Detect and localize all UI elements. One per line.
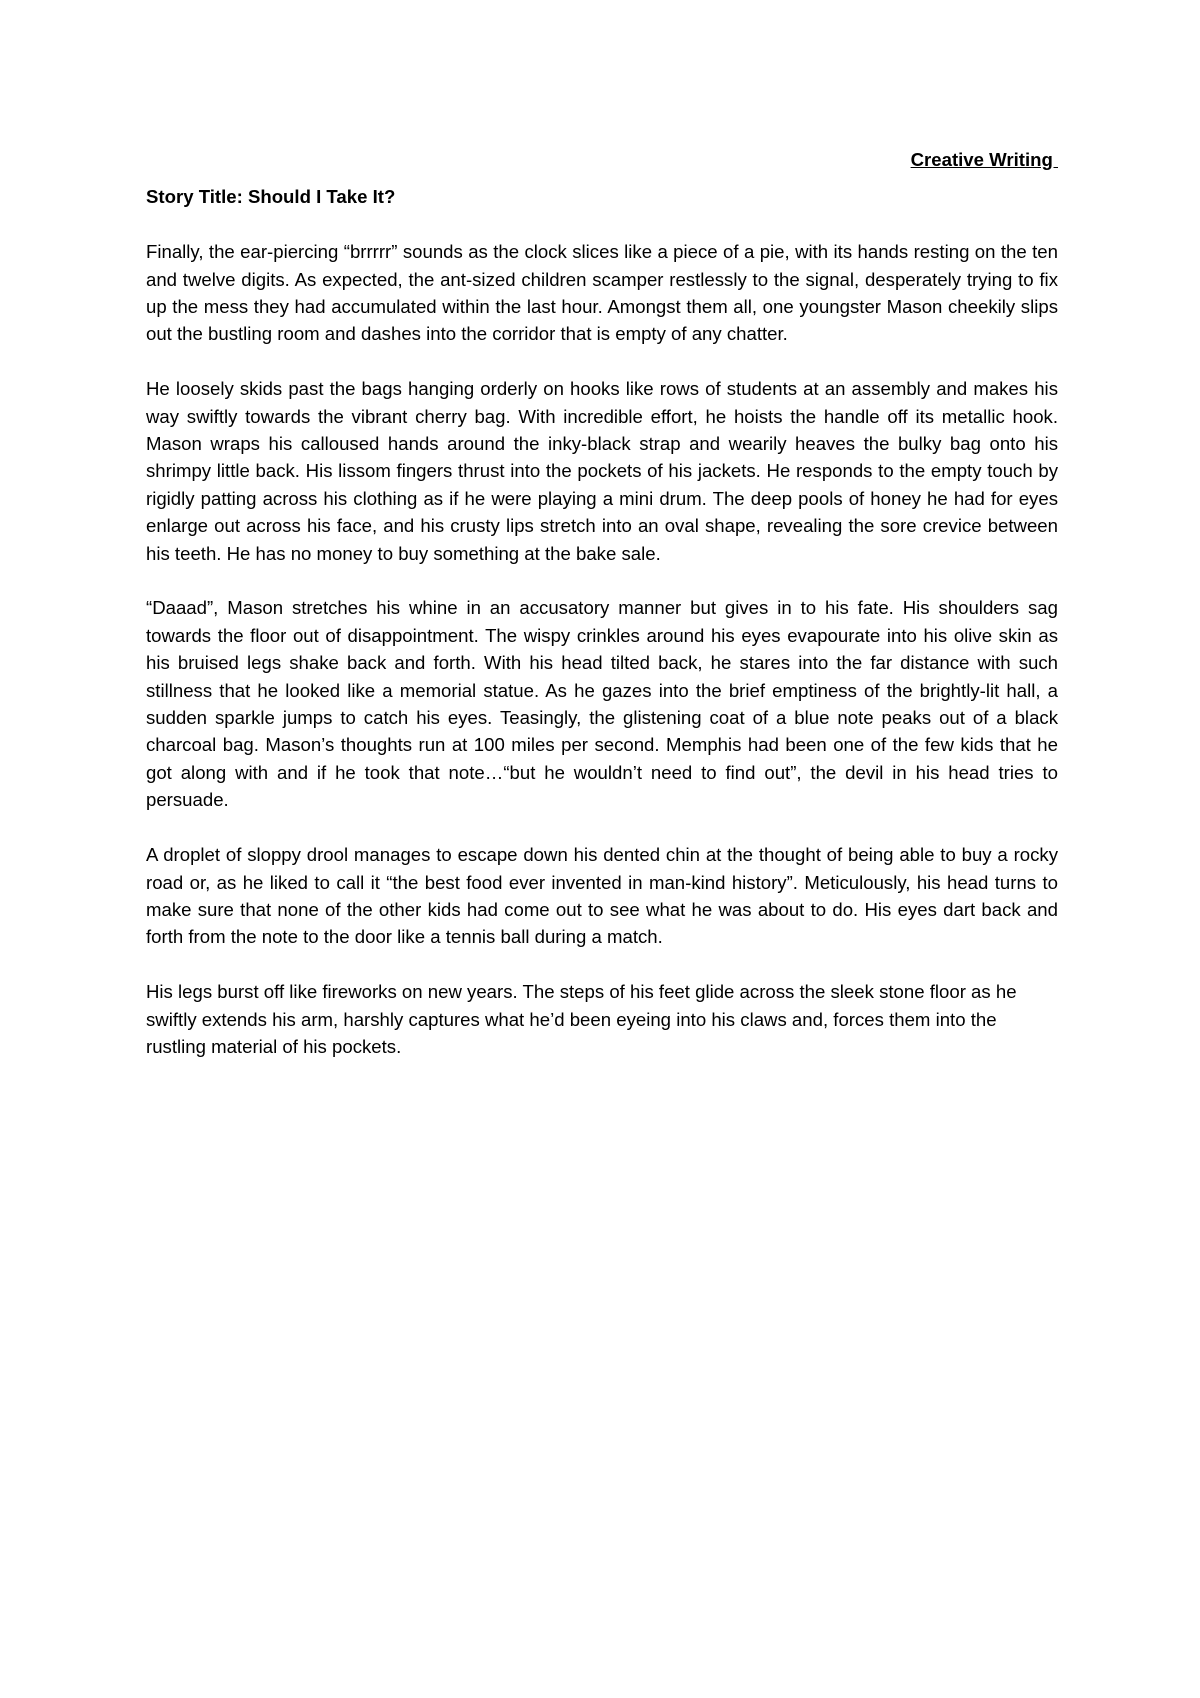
paragraph-4: A droplet of sloppy drool manages to escape down his dented chin at the thought of being able to buy a rocky road or, as he liked to call it “the best food ever invented in man-kind history”. Meticulously, his head turns to make sure that none of the other kids had come out to see what he was about to do. His eyes dart back and forth from the note to the door like a tennis ball during a match. <box>146 844 1058 948</box>
paragraph-1: Finally, the ear-piercing “brrrrr” sounds as the clock slices like a piece of a pie, with its hands resting on the ten and twelve digits. As expected, the ant-sized children scamper restlessly to the signal, desperately trying to fix up the mess they had accumulated within the last hour. Amongst them all, one youngster Mason cheekily slips out the bustling room and dashes into the corridor that is empty of any chatter. <box>146 241 1058 345</box>
paragraph-5: His legs burst off like fireworks on new years. The steps of his feet glide across the sleek stone floor as he swiftly extends his arm, harshly captures what he’d been eyeing into his claws and, forces them into the rustling material of his pockets. <box>146 981 1017 1057</box>
story-title: Story Title: Should I Take It? <box>146 186 396 208</box>
paragraph-2: He loosely skids past the bags hanging orderly on hooks like rows of students at an assembly and makes his way swiftly towards the vibrant cherry bag. With incredible effort, he hoists the handle off its metallic hook. Mason wraps his calloused hands around the inky-black strap and wearily heaves the bulky bag onto his shrimpy little back. His lissom fingers thrust into the pockets of his jackets. He responds to the empty touch by rigidly patting across his clothing as if he were playing a mini drum. The deep pools of honey he had for eyes enlarge out across his face, and his crusty lips stretch into an oval shape, revealing the sore crevice between his teeth. He has no money to buy something at the bake sale. <box>146 378 1058 564</box>
paragraph-3: “Daaad”, Mason stretches his whine in an accusatory manner but gives in to his fate. His shoulders sag towards the floor out of disappointment. The wispy crinkles around his eyes evapourate into his olive skin as his bruised legs shake back and forth. With his head tilted back, he stares into the far distance with such stillness that he looked like a memorial statue. As he gazes into the brief emptiness of the brightly-lit hall, a sudden sparkle jumps to catch his eyes. Teasingly, the glistening coat of a blue note peaks out of a black charcoal bag. Mason’s thoughts run at 100 miles per second. Memphis had been one of the few kids that he got along with and if he took that note…“but he wouldn’t need to find out”, the devil in his head tries to persuade. <box>146 597 1058 811</box>
document-body <box>146 146 1058 1060</box>
document-heading: Creative Writing <box>910 149 1058 170</box>
